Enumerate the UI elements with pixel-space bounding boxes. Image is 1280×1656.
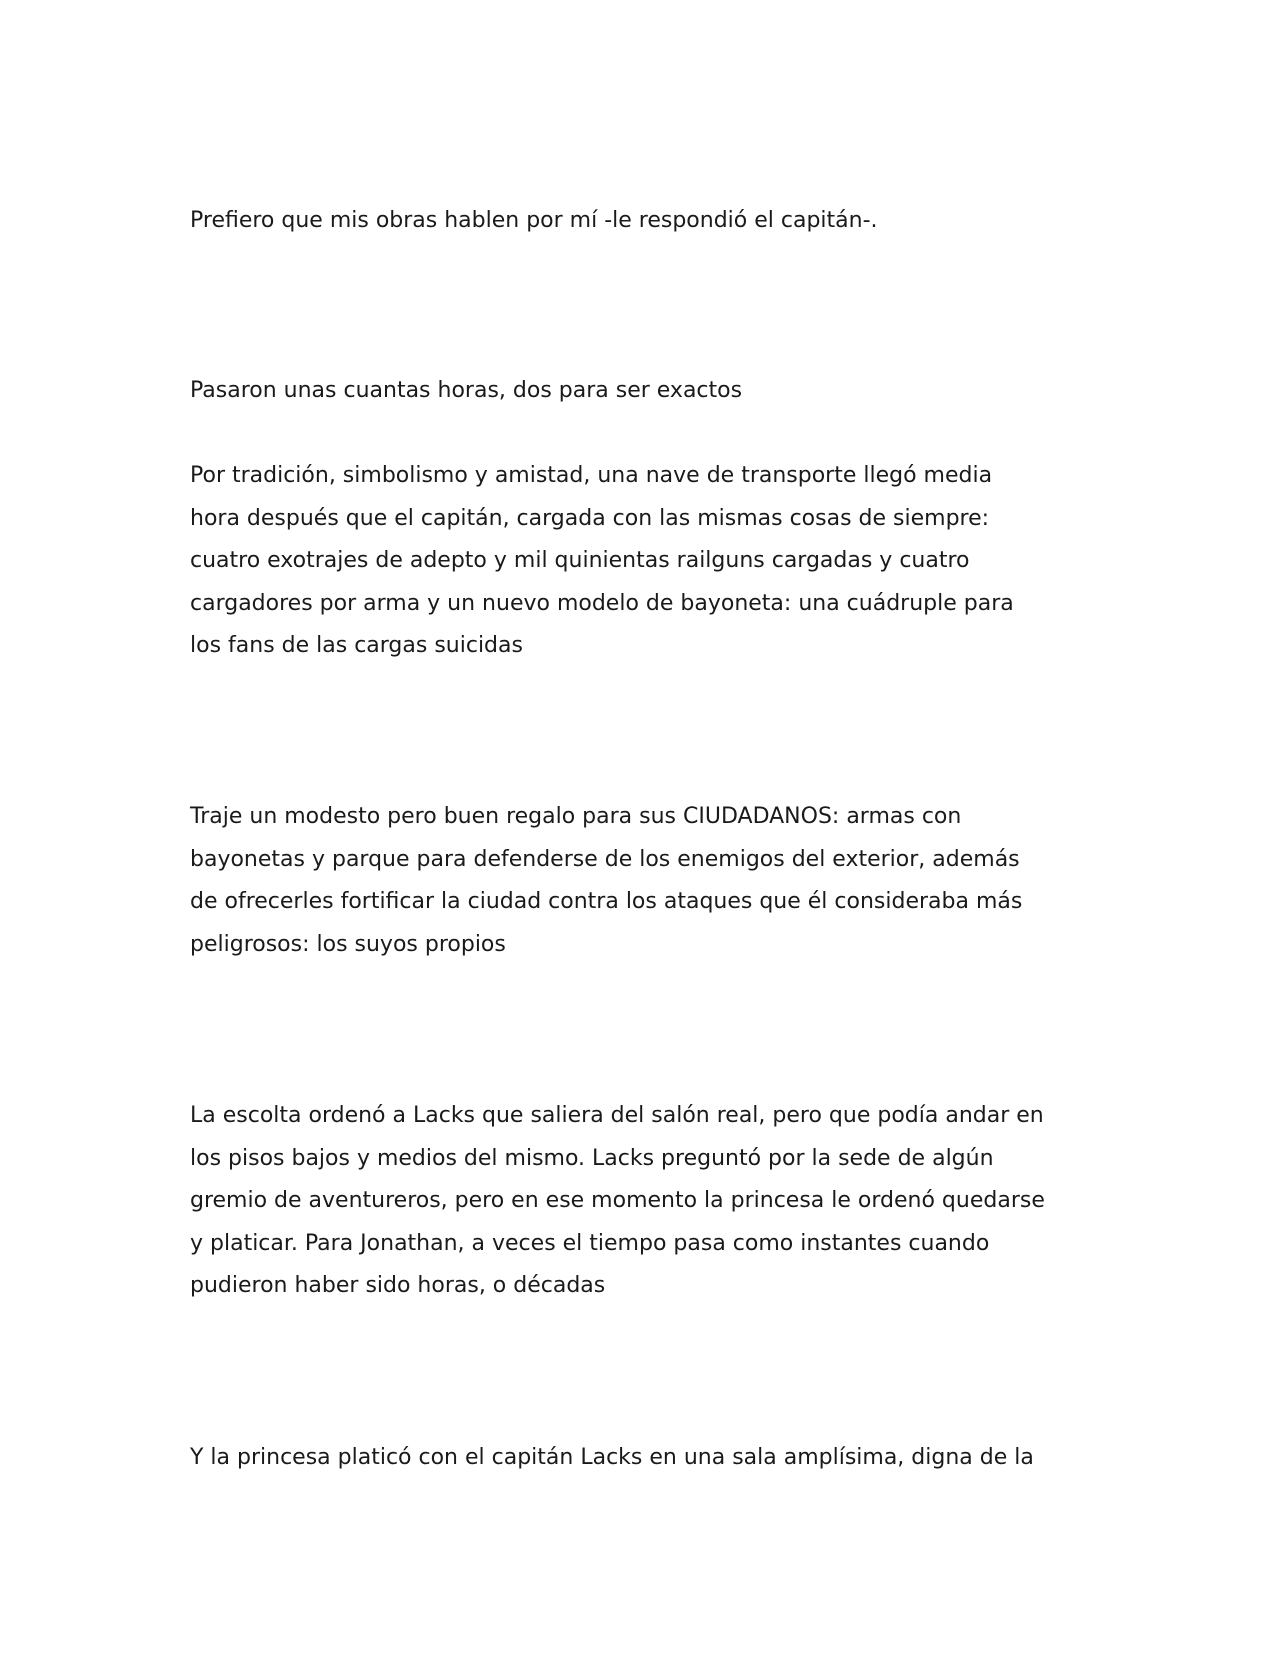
paragraph-5: La escolta ordenó a Lacks que saliera del salón real, pero que podía andar en los pisos bajos y medios del mismo. Lacks preguntó por la sede de algún gremio de aventureros, pero en ese momento la princesa le ordenó quedarse y platicar. Para Jonathan, a veces el tiempo pasa como instantes cuando pudieron haber sido horas, o décadas [190, 1103, 1045, 1298]
paragraph-6: Y la princesa platicó con el capitán Lacks en una sala amplísima, digna de la [190, 1445, 1034, 1470]
paragraph-4: Traje un modesto pero buen regalo para sus CIUDADANOS: armas con bayonetas y parque para defenderse de los enemigos del exterior, además de ofrecerles fortificar la ciudad contra los ataques que él consideraba más peligrosos: los suyos propios [190, 804, 1023, 957]
paragraph-1: Prefiero que mis obras hablen por mí -le respondió el capitán-. [190, 208, 878, 233]
paragraph-2: Pasaron unas cuantas horas, dos para ser exactos [190, 378, 743, 403]
paragraph-3: Por tradición, simbolismo y amistad, una nave de transporte llegó media hora después que el capitán, cargada con las mismas cosas de siempre: cuatro exotrajes de adepto y mil quinientas railguns cargadas y cuatro cargadores por arma y un nuevo modelo de bayoneta: una cuádruple para los fans de las cargas suicidas [190, 463, 1014, 658]
